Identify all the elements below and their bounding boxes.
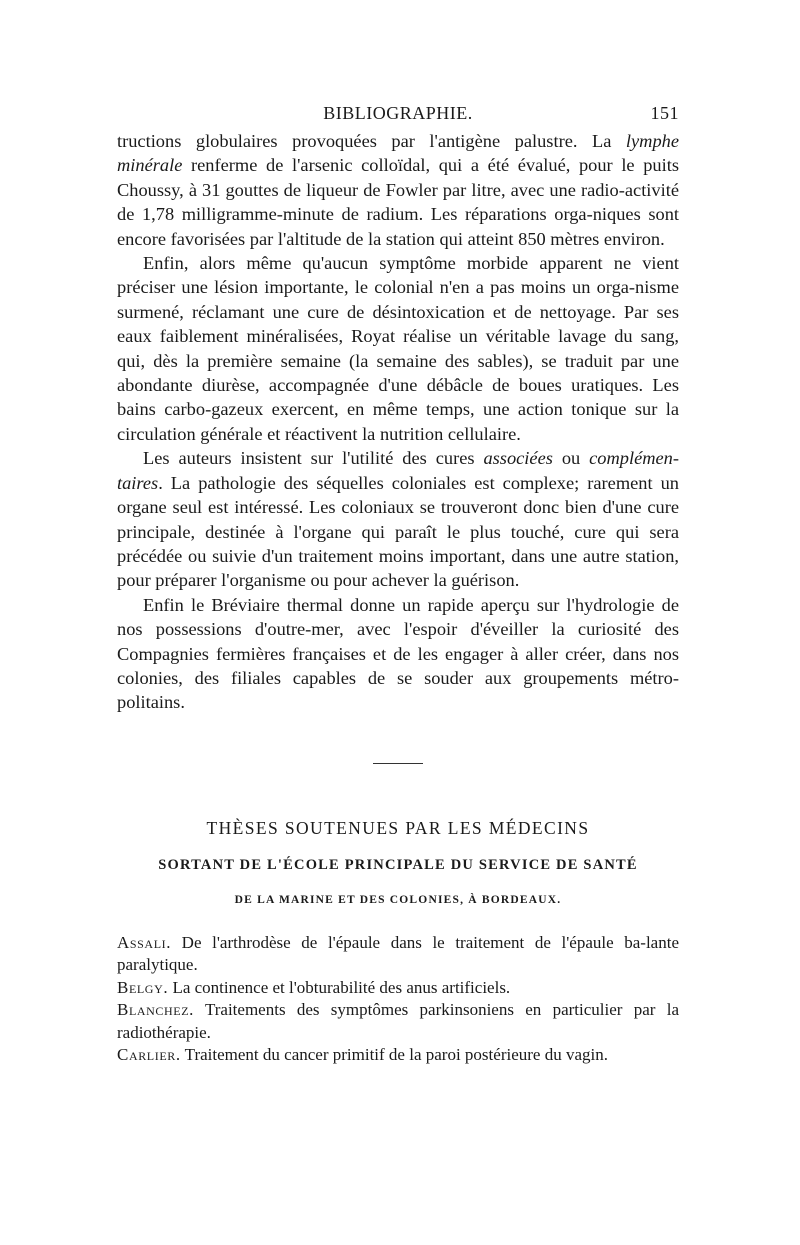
text-run: Les auteurs insistent sur l'utilité des cures	[143, 448, 484, 469]
thesis-author: Carlier.	[117, 1045, 181, 1065]
thesis-entry	[117, 932, 679, 977]
document-page	[117, 103, 679, 1067]
section-heading: THÈSES SOUTENUES PAR LES MÉDECINS	[206, 817, 590, 838]
paragraph-2: Enfin, alors même qu'aucun symptôme morbide apparent ne vient préciser une lésion importante, le colonial n'en a pas moins un orga-nisme surmené, réclamant une cure de désintoxication et de nettoyage. Par ses eaux faiblement minéralisées, Royat réalise un véritable lavage du sang, qui, dès la première semaine (la semaine des sables), se traduit par une abondante diurèse, accompagnée d'une débâcle de boues uratiques. Les bains carbo-gazeux exercent, en même temps, une action tonique sur la circulation générale et réactivent la nutrition cellulaire.	[117, 253, 679, 444]
section-subheading-2: DE LA MARINE ET DES COLONIES, À BORDEAUX.	[234, 893, 562, 906]
running-header	[117, 103, 679, 129]
italic-term: associées	[483, 448, 553, 469]
thesis-author: Assali.	[117, 932, 172, 952]
thesis-entry	[117, 999, 679, 1044]
text-run: tructions globulaires provoquées par l'antigène palustre. La	[117, 131, 626, 151]
thesis-title: Traitement du cancer primitif de la paroi postérieure du vagin.	[180, 1045, 608, 1065]
italic-term: complémen-taires	[117, 448, 679, 493]
thesis-author: Belgy.	[117, 977, 169, 997]
thesis-title: La continence et l'obturabilité des anus artificiels.	[168, 977, 511, 997]
italic-term: lymphe minérale	[117, 131, 679, 176]
thesis-entry	[117, 977, 679, 1000]
page-number: 151	[650, 103, 679, 123]
paragraph-4: Enfin le Bréviaire thermal donne un rapide aperçu sur l'hydrologie de nos possessions d'outre-mer, avec l'espoir d'éveiller la curiosité des Compagnies fermières françaises et de les engager à aller créer, dans nos colonies, des filiales capables de se souder aux groupements métro-politains.	[117, 594, 679, 713]
running-title: BIBLIOGRAPHIE.	[323, 103, 473, 123]
thesis-entry	[117, 1044, 679, 1067]
theses-list	[117, 932, 679, 1067]
text-run: renferme de l'arsenic colloïdal, qui a été évalué, pour le puits Choussy, à 31 gouttes de liqueur de Fowler par litre, avec une radio-activité de 1,78 milligramme-minute de radium. Les réparations orga-niques sont encore favorisées par l'altitude de la station qui atteint 850 mètres environ.	[117, 155, 679, 249]
paragraph-3	[117, 446, 679, 592]
thesis-title: De l'arthrodèse de l'épaule dans le traitement de l'épaule ba-lante paralytique.	[117, 932, 679, 975]
paragraph-1	[117, 129, 679, 251]
section-divider	[373, 763, 423, 764]
body-text	[117, 129, 679, 715]
section-subheading: SORTANT DE L'ÉCOLE PRINCIPALE DU SERVICE DE SANTÉ	[158, 856, 638, 873]
thesis-author: Blanchez.	[117, 1000, 194, 1020]
text-run: ou	[552, 448, 590, 469]
thesis-title: Traitements des symptômes parkinsoniens en particulier par la radiothérapie.	[117, 1000, 679, 1042]
text-run: . La pathologie des séquelles coloniales est complexe; rarement un organe seul est intéressé. Les coloniaux se trouveront donc bien d'une cure principale, destinée à l'organe qui paraît le plus touché, cure qui sera précédée ou suivie d'un traitement moins important, dans une autre station, pour préparer l'organisme ou pour achever la guérison.	[117, 472, 679, 591]
